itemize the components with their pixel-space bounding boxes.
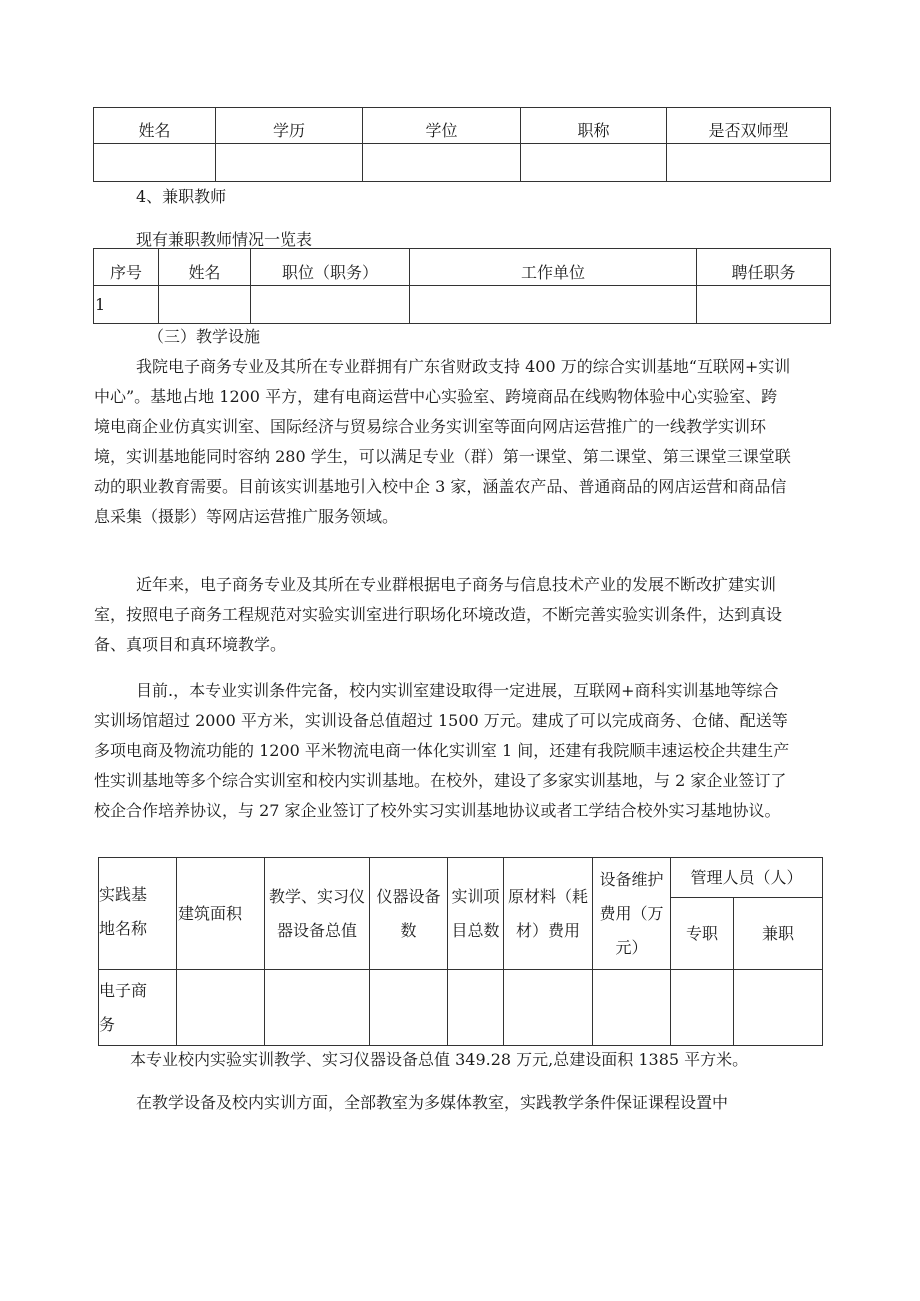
cell-text: 务 bbox=[99, 1015, 116, 1034]
header-managers: 管理人员（人） bbox=[671, 858, 823, 898]
header-material-cost bbox=[504, 858, 593, 970]
header-building-area: 建筑面积 bbox=[177, 858, 265, 970]
text-line: 多项电商及物流功能的 1200 平米物流电商一体化实训室 1 间，还建有我院顺丰速运校企共建生产 bbox=[94, 741, 790, 760]
header-text: 器设备总值 bbox=[276, 920, 357, 940]
header-equipment-value bbox=[265, 858, 370, 970]
table-cell bbox=[216, 144, 363, 182]
text-line: 息采集（摄影）等网店运营推广服务领域。 bbox=[94, 507, 399, 526]
table-cell bbox=[667, 144, 831, 182]
table-cell bbox=[159, 286, 251, 324]
header-appointment: 聘任职务 bbox=[697, 249, 831, 286]
text-line: 中心”。基地占地 1200 平方，建有电商运营中心实验室、跨境商品在线购物体验中心实验室、跨 bbox=[94, 387, 778, 406]
text-line: 境电商企业仿真实训室、国际经济与贸易综合业务实训室等面向网店运营推广的一线教学实训环 bbox=[94, 417, 767, 436]
header-maintenance-cost bbox=[593, 858, 671, 970]
table-cell bbox=[734, 970, 823, 1046]
paragraph-recent-years bbox=[94, 570, 830, 660]
text-line: 校企合作培养协议，与 27 家企业签订了校外实习实训基地协议或者工学结合校外实习基地协议。 bbox=[94, 801, 781, 820]
header-text: 费用（万 bbox=[599, 903, 664, 923]
table-header-row bbox=[94, 249, 831, 286]
paragraph-current-status bbox=[94, 676, 830, 826]
table-cell bbox=[410, 286, 697, 324]
text-line: 境，实训基地能同时容纳 280 学生，可以满足专业（群）第一课堂、第二课堂、第三课堂三课堂联 bbox=[94, 447, 791, 466]
table-row bbox=[99, 970, 823, 1046]
header-employer: 工作单位 bbox=[410, 249, 697, 286]
header-project-count bbox=[448, 858, 504, 970]
header-part-time: 兼职 bbox=[734, 898, 823, 970]
text-line: 近年来，电子商务专业及其所在专业群根据电子商务与信息技术产业的发展不断改扩建实训 bbox=[136, 575, 777, 594]
table-cell bbox=[370, 970, 448, 1046]
text-line: 性实训基地等多个综合实训室和校内实训基地。在校外，建设了多家实训基地，与 2 家企业签订了 bbox=[94, 771, 787, 790]
text-line: 动的职业教育需要。目前该实训基地引入校中企 3 家，涵盖农产品、普通商品的网店运营和商品信 bbox=[94, 477, 787, 496]
header-full-time: 专职 bbox=[671, 898, 734, 970]
table-cell bbox=[265, 970, 370, 1046]
table-cell bbox=[448, 970, 504, 1046]
text-line: 室，按照电子商务工程规范对实验实训室进行职场化环境改造，不断完善实验实训条件，达到真设 bbox=[94, 605, 783, 624]
header-position: 职位（职务） bbox=[251, 249, 410, 286]
row-number: 1 bbox=[94, 286, 159, 324]
cell-text: 电子商 bbox=[99, 981, 148, 1000]
header-degree: 学位 bbox=[363, 108, 521, 144]
header-text: 实训项 bbox=[451, 886, 500, 906]
table-cell bbox=[697, 286, 831, 324]
text-line: 目前.，本专业实训条件完备，校内实训室建设取得一定进展，互联网+商科实训基地等综合 bbox=[136, 681, 779, 700]
header-text: 实践基 bbox=[99, 885, 148, 904]
header-base-name bbox=[99, 858, 177, 970]
table-cell bbox=[593, 970, 671, 1046]
header-no: 序号 bbox=[94, 249, 159, 286]
table-cell bbox=[251, 286, 410, 324]
table-cell bbox=[504, 970, 593, 1046]
header-instrument-count bbox=[370, 858, 448, 970]
table-cell bbox=[363, 144, 521, 182]
practice-base-table bbox=[98, 857, 823, 1046]
header-name: 姓名 bbox=[159, 249, 251, 286]
section-heading-facilities: （三）教学设施 bbox=[148, 327, 261, 346]
header-education: 学历 bbox=[216, 108, 363, 144]
table-header-row bbox=[94, 108, 831, 144]
table-row bbox=[94, 286, 831, 324]
table-cell bbox=[94, 144, 216, 182]
text-line: 实训场馆超过 2000 平方米，实训设备总值超过 1500 万元。建成了可以完成商务、仓储、配送等 bbox=[94, 711, 788, 730]
paragraph-equipment-total: 本专业校内实验实训教学、实习仪器设备总值 349.28 万元,总建设面积 1385 平方米。 bbox=[130, 1050, 749, 1069]
header-title: 职称 bbox=[521, 108, 667, 144]
header-text: 元） bbox=[615, 937, 648, 957]
text-line: 我院电子商务专业及其所在专业群拥有广东省财政支持 400 万的综合实训基地“互联网+实训 bbox=[136, 357, 791, 376]
table-cell bbox=[671, 970, 734, 1046]
header-name: 姓名 bbox=[94, 108, 216, 144]
paragraph-training-base bbox=[94, 352, 830, 532]
header-text: 设备维护 bbox=[599, 869, 664, 889]
teacher-table bbox=[93, 107, 831, 182]
text-line: 备、真项目和真环境教学。 bbox=[94, 635, 287, 654]
table-header-row bbox=[99, 858, 823, 898]
header-text: 材）费用 bbox=[515, 920, 580, 940]
table-cell bbox=[177, 970, 265, 1046]
table-cell bbox=[521, 144, 667, 182]
section-heading-parttime: 4、兼职教师 bbox=[136, 187, 227, 206]
header-text: 教学、实习仪 bbox=[268, 886, 365, 906]
parttime-teacher-table bbox=[93, 248, 831, 324]
header-text: 仪器设备 bbox=[376, 886, 441, 906]
header-text: 目总数 bbox=[451, 920, 500, 940]
table-caption: 现有兼职教师情况一览表 bbox=[136, 230, 313, 249]
header-dual-teacher: 是否双师型 bbox=[667, 108, 831, 144]
header-text: 原材料（耗 bbox=[507, 886, 588, 906]
paragraph-multimedia: 在教学设备及校内实训方面，全部教室为多媒体教室，实践教学条件保证课程设置中 bbox=[136, 1093, 729, 1112]
row-base-name bbox=[99, 970, 177, 1046]
table-row bbox=[94, 144, 831, 182]
header-text: 数 bbox=[400, 920, 417, 940]
header-text: 地名称 bbox=[99, 919, 148, 938]
